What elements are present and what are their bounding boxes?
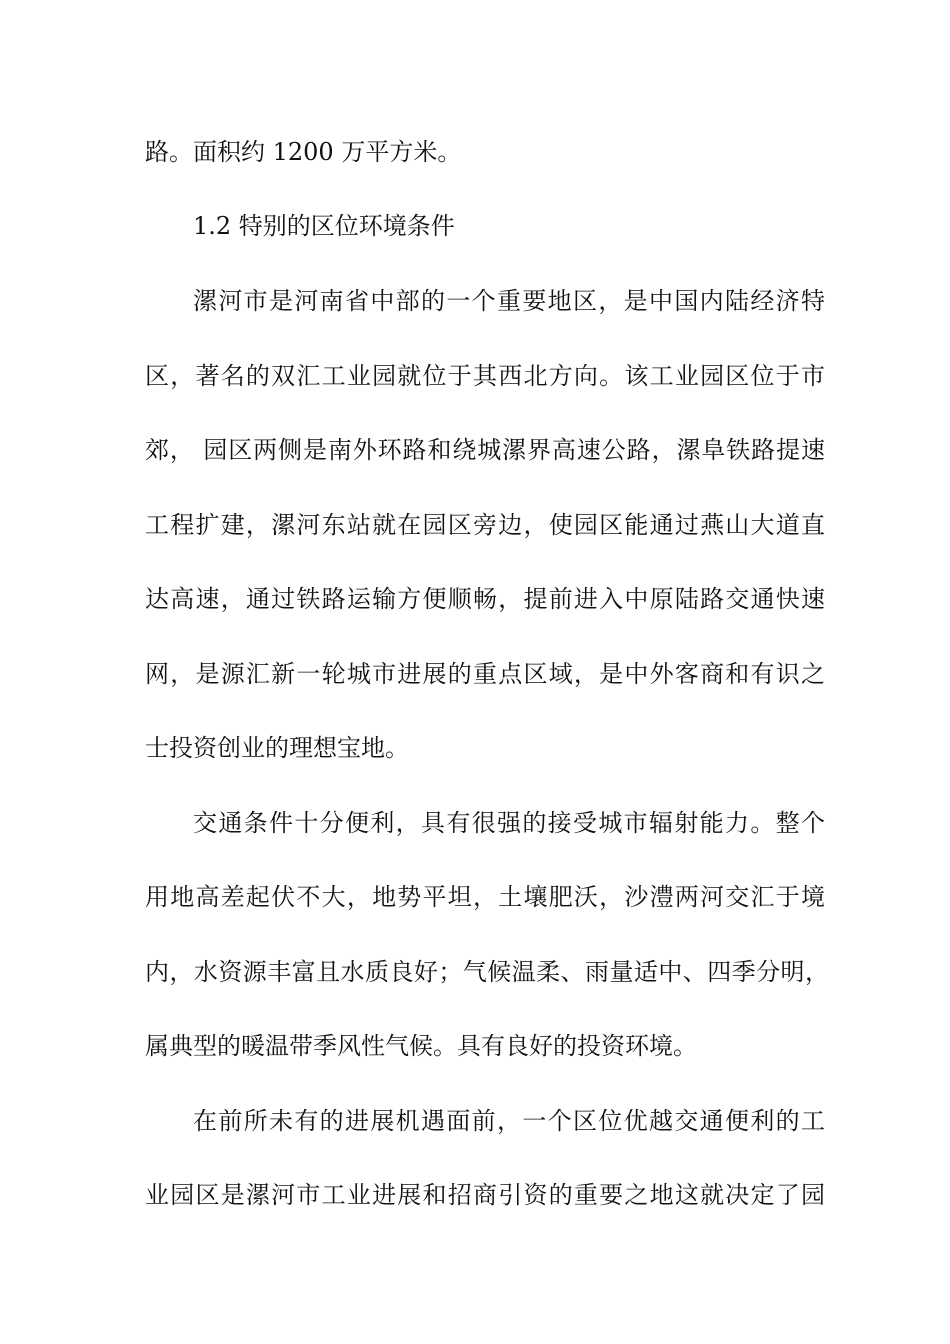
paragraph-line: 工程扩建，漯河东站就在园区旁边，使园区能通过燕山大道直	[145, 511, 825, 539]
paragraph-line: 达高速，通过铁路运输方便顺畅，提前进入中原陆路交通快速	[145, 585, 825, 613]
section-heading: 1.2 特别的区位环境条件	[193, 212, 455, 240]
paragraph-line: 用地高差起伏不大，地势平坦，土壤肥沃，沙澧两河交汇于境	[145, 883, 825, 911]
paragraph-line: 在前所未有的进展机遇面前，一个区位优越交通便利的工	[193, 1107, 825, 1135]
paragraph-line: 郊， 园区两侧是南外环路和绕城漯界高速公路，漯阜铁路提速	[145, 436, 825, 464]
paragraph-line: 士投资创业的理想宝地。	[145, 734, 409, 762]
paragraph-line: 业园区是漯河市工业进展和招商引资的重要之地这就决定了园	[145, 1181, 825, 1209]
paragraph-line: 属典型的暖温带季风性气候。具有良好的投资环境。	[145, 1032, 697, 1060]
paragraph-line: 漯河市是河南省中部的一个重要地区，是中国内陆经济特	[193, 287, 825, 315]
paragraph-line: 交通条件十分便利，具有很强的接受城市辐射能力。整个	[193, 809, 825, 837]
paragraph-line: 内，水资源丰富且水质良好；气候温柔、雨量适中、四季分明，	[145, 958, 829, 986]
paragraph-line: 区，著名的双汇工业园就位于其西北方向。该工业园区位于市	[145, 362, 825, 390]
paragraph-line: 网，是源汇新一轮城市进展的重点区域，是中外客商和有识之	[145, 660, 825, 688]
paragraph-line: 路。面积约 1200 万平方米。	[145, 138, 462, 166]
